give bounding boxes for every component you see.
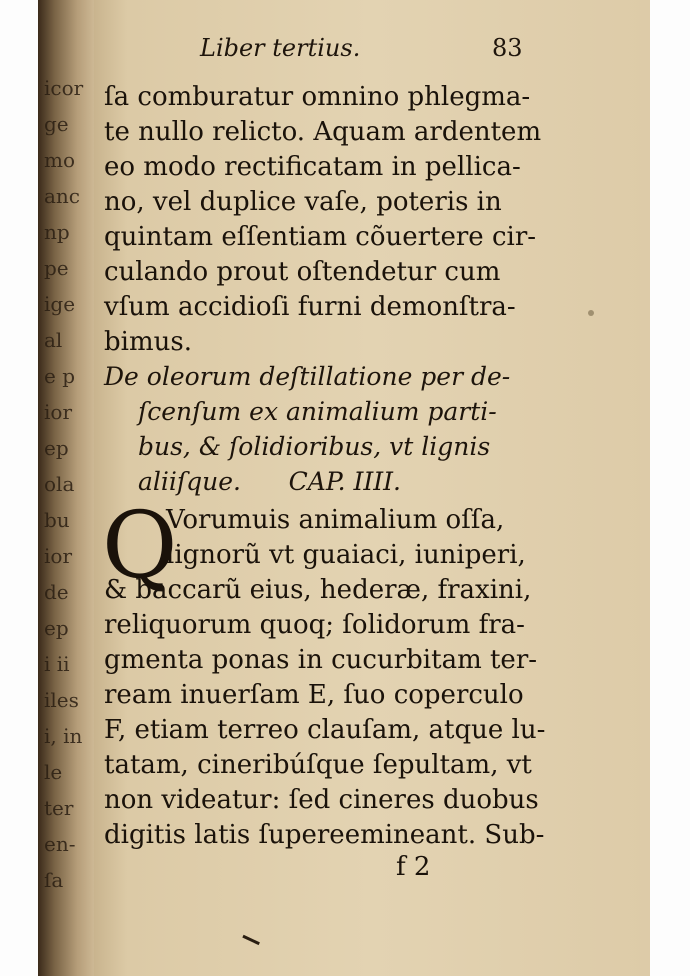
text-line: & baccarũ eius, hederæ, fraxini, <box>104 575 532 605</box>
facing-page-fragment: i, in <box>44 724 83 748</box>
chapter-heading-line: aliiſque. CAP. IIII. <box>138 467 401 496</box>
facing-page-fragment: en- <box>44 832 76 856</box>
facing-page-fragment: ep <box>44 616 69 640</box>
facing-page-fragment: bu <box>44 508 70 532</box>
facing-page-fragment: anc <box>44 184 81 208</box>
text-line: vſum accidioſi furni demonſtra- <box>104 292 516 322</box>
facing-page-fragment: mo <box>44 148 76 172</box>
facing-page-fragment: ſa <box>44 868 64 892</box>
page-number: 83 <box>492 34 523 62</box>
facing-page-fragment: ior <box>44 400 72 424</box>
text-line: ſa comburatur omnino phlegma- <box>104 82 531 112</box>
drop-cap: Q <box>102 492 178 599</box>
text-line: bimus. <box>104 327 192 357</box>
facing-page-fragment: np <box>44 220 70 244</box>
facing-page-fragment: e p <box>44 364 75 388</box>
text-line: non videatur: ſed cineres duobus <box>104 785 539 815</box>
text-line: Vorumuis animalium oſſa, <box>166 505 505 535</box>
text-line: lignorũ vt guaiaci, iuniperi, <box>166 540 526 570</box>
text-line: gmenta ponas in cucurbitam ter- <box>104 645 538 675</box>
text-line: ream inuerſam E, ſuo coperculo <box>104 680 524 710</box>
facing-page-fragments <box>44 70 92 910</box>
text-line: reliquorum quoq; ſolidorum fra- <box>104 610 525 640</box>
text-line: quintam eſſentiam cõuertere cir- <box>104 222 537 252</box>
running-head <box>200 34 560 62</box>
text-line: te nullo relicto. Aquam ardentem <box>104 117 542 147</box>
facing-page-fragment: pe <box>44 256 69 280</box>
chapter-heading-line: bus, & ſolidioribus, vt lignis <box>138 432 491 461</box>
paper-spot <box>588 310 594 316</box>
facing-page-fragment: ige <box>44 292 76 316</box>
facing-page-fragment: ter <box>44 796 74 820</box>
paragraph-1 <box>104 80 544 500</box>
facing-page-fragment: iles <box>44 688 79 712</box>
facing-page-fragment: de <box>44 580 69 604</box>
text-line: eo modo rectificatam in pellica- <box>104 152 521 182</box>
running-head-title: Liber tertius. <box>200 34 361 62</box>
facing-page-fragment: le <box>44 760 63 784</box>
facing-page-fragment: i ii <box>44 652 70 676</box>
chapter-heading-line: ſcenſum ex animalium parti- <box>138 397 497 426</box>
text-line: digitis latis ſupereemineant. Sub- <box>104 820 545 850</box>
facing-page-fragment: ep <box>44 436 69 460</box>
facing-page-fragment: al <box>44 328 63 352</box>
text-line: culando prout oſtendetur cum <box>104 257 501 287</box>
text-line: F, etiam terreo clauſam, atque lu- <box>104 715 546 745</box>
paragraph-2 <box>102 492 546 852</box>
facing-page-fragment: ge <box>44 112 69 136</box>
signature-mark: f 2 <box>396 852 431 882</box>
facing-page-fragment: ola <box>44 472 75 496</box>
facing-page-fragment: ior <box>44 544 72 568</box>
text-line: no, vel duplice vaſe, poteris in <box>104 187 502 217</box>
text-line: tatam, cineribúſque ſepultam, vt <box>104 750 532 780</box>
facing-page-fragment: icor <box>44 76 84 100</box>
chapter-heading-line: De oleorum deſtillatione per de- <box>104 362 511 391</box>
